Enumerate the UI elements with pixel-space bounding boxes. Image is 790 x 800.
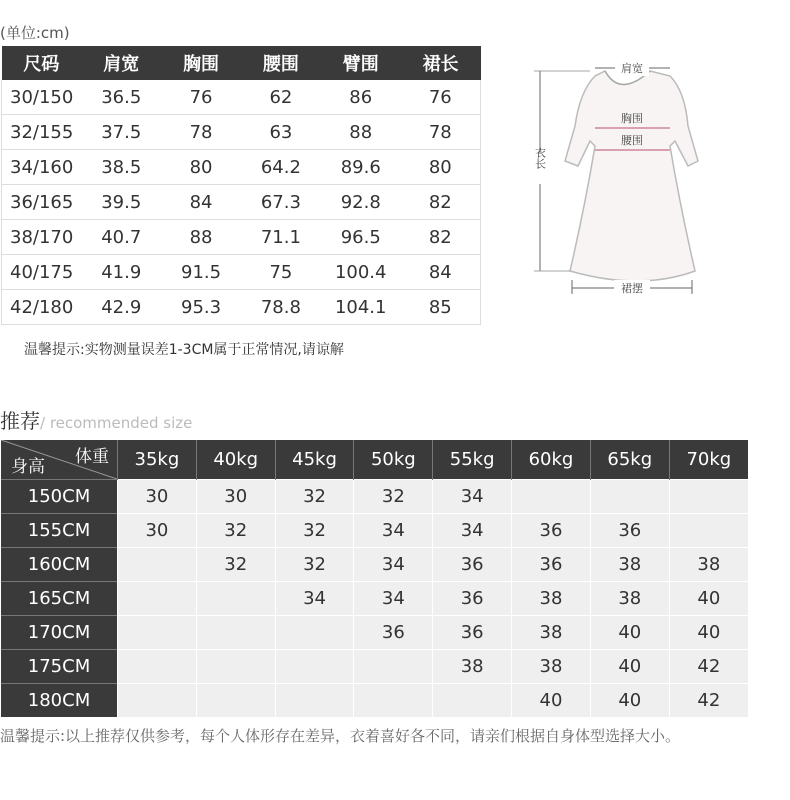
recommend-cell: 42 (669, 650, 748, 684)
recommend-table-header (1, 440, 748, 480)
recommend-cell (433, 684, 512, 718)
size-cell: 40.7 (81, 220, 161, 255)
table-row (2, 150, 481, 185)
size-col-header: 臂围 (321, 46, 401, 80)
size-cell: 82 (401, 220, 481, 255)
size-cell: 71.1 (241, 220, 321, 255)
recommend-cell: 40 (669, 582, 748, 616)
size-table-header (2, 46, 481, 80)
size-cell: 75 (241, 255, 321, 290)
size-cell: 78.8 (241, 290, 321, 325)
recommend-cell: 34 (433, 480, 512, 514)
size-cell: 84 (161, 185, 241, 220)
size-cell: 84 (401, 255, 481, 290)
recommend-cell (196, 684, 275, 718)
recommend-cell: 36 (512, 514, 591, 548)
recommend-cell: 32 (275, 548, 354, 582)
table-row (1, 616, 748, 650)
table-row (2, 80, 481, 115)
table-row (1, 514, 748, 548)
size-cell: 40/175 (2, 255, 82, 290)
table-row (2, 185, 481, 220)
size-cell: 34/160 (2, 150, 82, 185)
weight-header: 40kg (196, 440, 275, 480)
waist-label: 腰围 (621, 134, 643, 147)
weight-header: 45kg (275, 440, 354, 480)
size-col-header: 尺码 (2, 46, 82, 80)
size-cell: 42/180 (2, 290, 82, 325)
weight-header: 65kg (590, 440, 669, 480)
size-cell: 76 (161, 80, 241, 115)
recommend-cell (196, 616, 275, 650)
dress-outline (565, 71, 698, 281)
size-cell: 63 (241, 115, 321, 150)
recommend-cell (118, 548, 197, 582)
recommend-cell: 30 (196, 480, 275, 514)
size-cell: 78 (161, 115, 241, 150)
table-row (2, 290, 481, 325)
recommend-cell: 32 (196, 548, 275, 582)
recommend-cell: 40 (590, 616, 669, 650)
recommend-cell (118, 616, 197, 650)
table-row (1, 582, 748, 616)
chest-label: 胸围 (621, 112, 643, 125)
recommend-subtitle: / recommended size (40, 414, 193, 432)
size-cell: 88 (161, 220, 241, 255)
recommend-table (1, 440, 748, 717)
recommend-cell: 38 (669, 548, 748, 582)
recommend-cell (354, 650, 433, 684)
recommend-cell: 34 (354, 582, 433, 616)
recommend-cell: 42 (669, 684, 748, 718)
recommend-cell (196, 582, 275, 616)
corner-weight: 体重 (75, 447, 109, 467)
recommend-cell: 32 (196, 514, 275, 548)
recommend-cell: 36 (512, 548, 591, 582)
size-cell: 32/155 (2, 115, 82, 150)
weight-header: 35kg (118, 440, 197, 480)
size-note: 温馨提示:实物测量误差1-3CM属于正常情况,请谅解 (24, 342, 344, 358)
height-header: 150CM (1, 480, 118, 514)
height-header: 160CM (1, 548, 118, 582)
unit-label: (单位:cm) (0, 24, 70, 42)
size-cell: 41.9 (81, 255, 161, 290)
corner-cell (1, 440, 118, 480)
table-row (1, 684, 748, 718)
recommend-title-main: 推荐 (0, 409, 40, 433)
height-header: 165CM (1, 582, 118, 616)
size-cell: 39.5 (81, 185, 161, 220)
recommend-cell: 38 (512, 582, 591, 616)
size-cell: 42.9 (81, 290, 161, 325)
height-header: 180CM (1, 684, 118, 718)
size-cell: 38/170 (2, 220, 82, 255)
size-cell: 91.5 (161, 255, 241, 290)
size-cell: 82 (401, 185, 481, 220)
recommend-cell (275, 684, 354, 718)
recommend-cell: 38 (512, 650, 591, 684)
size-cell: 30/150 (2, 80, 82, 115)
recommend-cell: 32 (275, 514, 354, 548)
size-cell: 37.5 (81, 115, 161, 150)
recommend-cell (118, 650, 197, 684)
corner-height: 身高 (11, 457, 45, 477)
size-cell: 36.5 (81, 80, 161, 115)
recommend-cell: 36 (433, 548, 512, 582)
size-table (1, 46, 481, 325)
recommend-cell (118, 684, 197, 718)
recommend-cell: 30 (118, 514, 197, 548)
recommend-cell: 36 (590, 514, 669, 548)
weight-header: 50kg (354, 440, 433, 480)
size-cell: 64.2 (241, 150, 321, 185)
size-cell: 104.1 (321, 290, 401, 325)
size-cell: 85 (401, 290, 481, 325)
hem-label: 裙摆 (621, 282, 643, 295)
height-header: 170CM (1, 616, 118, 650)
size-cell: 76 (401, 80, 481, 115)
recommend-cell: 36 (354, 616, 433, 650)
size-cell: 88 (321, 115, 401, 150)
size-cell: 38.5 (81, 150, 161, 185)
height-header: 175CM (1, 650, 118, 684)
size-cell: 92.8 (321, 185, 401, 220)
recommend-cell (275, 650, 354, 684)
recommend-cell: 38 (512, 616, 591, 650)
recommend-cell: 32 (275, 480, 354, 514)
recommend-cell (669, 480, 748, 514)
size-col-header: 肩宽 (81, 46, 161, 80)
recommend-cell: 32 (354, 480, 433, 514)
table-row (1, 548, 748, 582)
recommend-cell: 38 (433, 650, 512, 684)
recommend-cell: 36 (433, 616, 512, 650)
recommend-cell: 30 (118, 480, 197, 514)
recommend-cell: 38 (590, 582, 669, 616)
size-cell: 36/165 (2, 185, 82, 220)
length-label: 衣长 (533, 147, 547, 169)
recommend-cell (196, 650, 275, 684)
size-cell: 86 (321, 80, 401, 115)
recommend-cell: 34 (275, 582, 354, 616)
recommend-cell: 38 (590, 548, 669, 582)
recommend-title (0, 405, 192, 434)
size-cell: 80 (401, 150, 481, 185)
table-row (1, 480, 748, 514)
dress-diagram (520, 46, 720, 301)
size-cell: 89.6 (321, 150, 401, 185)
table-row (2, 115, 481, 150)
table-row (2, 220, 481, 255)
table-row (2, 255, 481, 290)
recommend-note: 温馨提示:以上推荐仅供参考，每个人体形存在差异，衣着喜好各不同，请亲们根据自身体型选择大小。 (0, 727, 681, 745)
shoulder-label: 肩宽 (621, 62, 643, 75)
size-cell: 96.5 (321, 220, 401, 255)
size-cell: 100.4 (321, 255, 401, 290)
size-cell: 78 (401, 115, 481, 150)
recommend-cell: 34 (354, 514, 433, 548)
recommend-cell: 36 (433, 582, 512, 616)
recommend-cell: 34 (433, 514, 512, 548)
size-col-header: 裙长 (401, 46, 481, 80)
size-col-header: 胸围 (161, 46, 241, 80)
recommend-cell: 40 (669, 616, 748, 650)
height-header: 155CM (1, 514, 118, 548)
size-cell: 80 (161, 150, 241, 185)
weight-header: 70kg (669, 440, 748, 480)
recommend-cell (354, 684, 433, 718)
size-cell: 95.3 (161, 290, 241, 325)
recommend-cell (118, 582, 197, 616)
recommend-cell: 34 (354, 548, 433, 582)
table-row (1, 650, 748, 684)
size-cell: 67.3 (241, 185, 321, 220)
recommend-cell: 40 (590, 684, 669, 718)
recommend-cell (275, 616, 354, 650)
recommend-cell (590, 480, 669, 514)
recommend-cell: 40 (512, 684, 591, 718)
recommend-cell (512, 480, 591, 514)
size-cell: 62 (241, 80, 321, 115)
recommend-cell: 40 (590, 650, 669, 684)
size-col-header: 腰围 (241, 46, 321, 80)
recommend-cell (669, 514, 748, 548)
weight-header: 55kg (433, 440, 512, 480)
weight-header: 60kg (512, 440, 591, 480)
